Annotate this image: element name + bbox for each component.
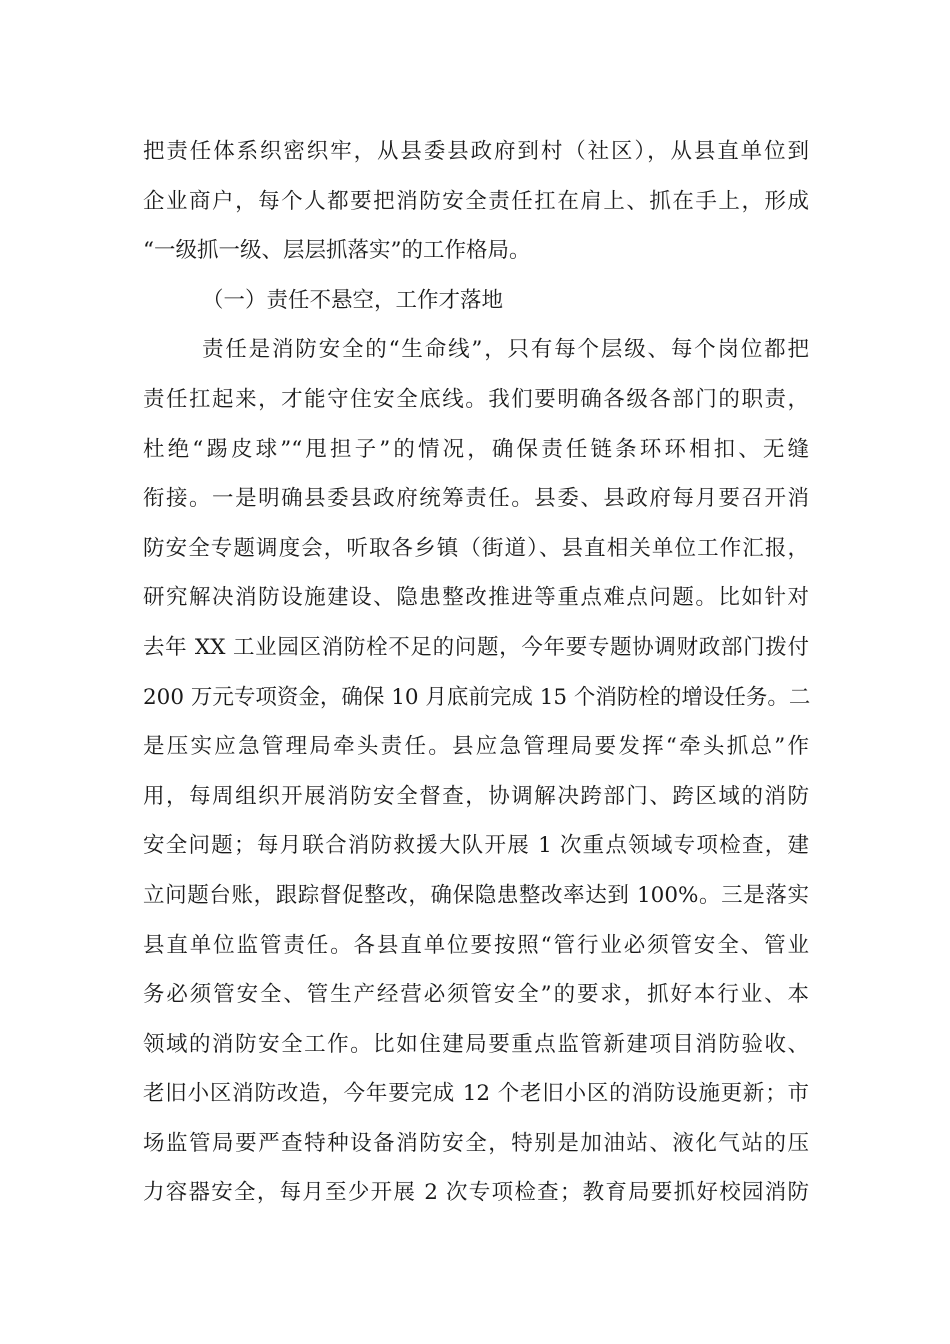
paragraph-line: 场监管局要严查特种设备消防安全，特别是加油站、液化气站的压: [143, 1130, 809, 1156]
paragraph-line: 力容器安全，每月至少开展 2 次专项检查；教育局要抓好校园消防: [143, 1180, 809, 1206]
paragraph-line: 安全问题；每月联合消防救援大队开展 1 次重点领域专项检查，建: [143, 833, 809, 859]
paragraph-line: 领域的消防安全工作。比如住建局要重点监管新建项目消防验收、: [143, 1031, 809, 1057]
document-body: [143, 133, 809, 1224]
paragraph-line: 企业商户，每个人都要把消防安全责任扛在肩上、抓在手上，形成: [143, 188, 809, 214]
paragraph-line: 责任是消防安全的“生命线”，只有每个层级、每个岗位都把: [202, 337, 809, 363]
paragraph-line: 防安全专题调度会，听取各乡镇（街道）、县直相关单位工作汇报，: [143, 535, 809, 561]
paragraph-line: 是压实应急管理局牵头责任。县应急管理局要发挥“牵头抓总”作: [143, 734, 809, 760]
paragraph-line: “一级抓一级、层层抓落实”的工作格局。: [143, 238, 531, 264]
paragraph-line: 老旧小区消防改造，今年要完成 12 个老旧小区的消防设施更新；市: [143, 1081, 809, 1107]
paragraph-line: 立问题台账，跟踪督促整改，确保隐患整改率达到 100%。三是落实: [143, 882, 809, 908]
section-heading: （一）责任不悬空，工作才落地: [202, 287, 504, 313]
paragraph-line: 衔接。一是明确县委县政府统筹责任。县委、县政府每月要召开消: [143, 486, 809, 512]
paragraph-line: 去年 XX 工业园区消防栓不足的问题，今年要专题协调财政部门拨付: [143, 634, 809, 660]
paragraph-line: 用，每周组织开展消防安全督查，协调解决跨部门、跨区域的消防: [143, 783, 809, 809]
paragraph-line: 杜绝“踢皮球”“甩担子”的情况，确保责任链条环环相扣、无缝: [143, 436, 809, 462]
paragraph-line: 县直单位监管责任。各县直单位要按照“管行业必须管安全、管业: [143, 932, 809, 958]
paragraph-line: 200 万元专项资金，确保 10 月底前完成 15 个消防栓的增设任务。二: [143, 684, 811, 710]
paragraph-line: 研究解决消防设施建设、隐患整改推进等重点难点问题。比如针对: [143, 585, 809, 611]
paragraph-line: 责任扛起来，才能守住安全底线。我们要明确各级各部门的职责，: [143, 386, 809, 412]
paragraph-line: 务必须管安全、管生产经营必须管安全”的要求，抓好本行业、本: [143, 982, 809, 1008]
paragraph-line: 把责任体系织密织牢，从县委县政府到村（社区），从县直单位到: [143, 139, 809, 164]
